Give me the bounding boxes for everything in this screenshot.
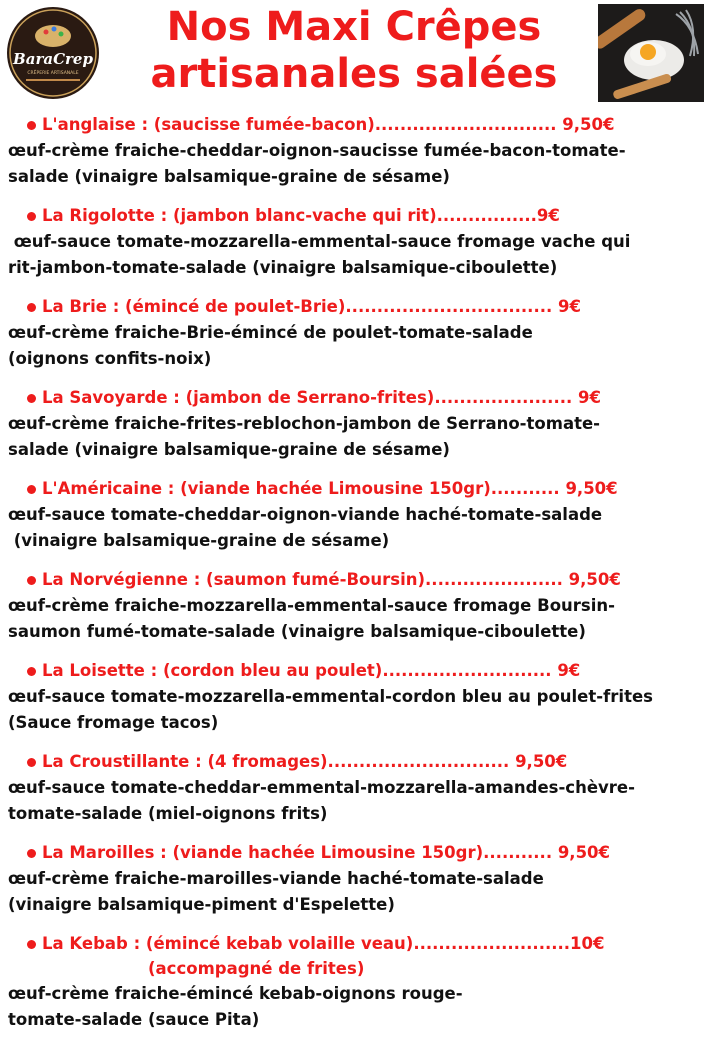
item-heading: L'Américaine : (viande hachée Limousine 150gr)........... 9,50€ (8, 476, 704, 502)
flour-egg-photo (598, 4, 704, 102)
crepe-list (8, 112, 704, 1046)
menu-item-americaine (8, 476, 704, 554)
bullet-icon (27, 758, 36, 767)
title-line-1: Nos Maxi Crêpes (166, 4, 542, 50)
baracrep-logo (4, 4, 102, 102)
menu-item-rigolotte (8, 203, 704, 281)
item-description: œuf-crème fraiche-mozzarella-emmental-sauce fromage Boursin- saumon fumé-tomate-salade (vinaigre balsamique-ciboulette) (8, 596, 615, 641)
item-description: œuf-crème fraiche-Brie-émincé de poulet-tomate-salade (oignons confits-noix) (8, 323, 533, 368)
svg-text:BaraCrep: BaraCrep (13, 50, 93, 68)
svg-text:CRÊPERIE ARTISANALE: CRÊPERIE ARTISANALE (27, 71, 79, 76)
item-description: œuf-crème fraiche-émincé kebab-oignons rouge- tomate-salade (sauce Pita) (8, 984, 463, 1029)
menu-item-norvegienne (8, 567, 704, 645)
bullet-icon (27, 121, 36, 130)
bullet-icon (27, 485, 36, 494)
item-heading: L'anglaise : (saucisse fumée-bacon)............................. 9,50€ (8, 112, 704, 138)
item-description: œuf-sauce tomate-mozzarella-emmental-cordon bleu au poulet-frites (Sauce fromage tacos) (8, 687, 653, 732)
bullet-icon (27, 849, 36, 858)
item-description: œuf-crème fraiche-maroilles-viande haché-tomate-salade (vinaigre balsamique-piment d'Espelette) (8, 869, 544, 914)
item-description: œuf-sauce tomate-mozzarella-emmental-sauce fromage vache qui rit-jambon-tomate-salade (vinaigre balsamique-ciboulette) (8, 232, 631, 277)
title-line-2: artisanales salées (150, 51, 558, 97)
menu-item-anglaise (8, 112, 704, 190)
page-title (110, 4, 598, 98)
item-heading: La Maroilles : (viande hachée Limousine 150gr)........... 9,50€ (8, 840, 704, 866)
item-heading: La Loisette : (cordon bleu au poulet)........................... 9€ (8, 658, 704, 684)
menu-item-croustillante (8, 749, 704, 827)
menu-item-savoyarde (8, 385, 704, 463)
bullet-icon (27, 394, 36, 403)
item-subheading: (accompagné de frites) (148, 959, 365, 978)
menu-item-loisette (8, 658, 704, 736)
menu-item-kebab (8, 931, 704, 1033)
item-heading: La Norvégienne : (saumon fumé-Boursin)...................... 9,50€ (8, 567, 704, 593)
item-description: œuf-crème fraiche-cheddar-oignon-saucisse fumée-bacon-tomate- salade (vinaigre balsamique-graine de sésame) (8, 141, 626, 186)
item-description: œuf-crème fraiche-frites-reblochon-jambon de Serrano-tomate- salade (vinaigre balsamique-graine de sésame) (8, 414, 601, 459)
item-heading: La Croustillante : (4 fromages)............................. 9,50€ (8, 749, 704, 775)
item-heading: La Savoyarde : (jambon de Serrano-frites)...................... 9€ (8, 385, 704, 411)
item-description: œuf-sauce tomate-cheddar-emmental-mozzarella-amandes-chèvre- tomate-salade (miel-oignons frits) (8, 778, 635, 823)
bullet-icon (27, 212, 36, 221)
item-heading: La Kebab : (émincé kebab volaille veau).........................10€ (8, 931, 704, 957)
menu-item-maroilles (8, 840, 704, 918)
item-heading: La Rigolotte : (jambon blanc-vache qui rit)................9€ (8, 203, 704, 229)
bullet-icon (27, 576, 36, 585)
bullet-icon (27, 303, 36, 312)
item-heading: La Brie : (émincé de poulet-Brie)................................. 9€ (8, 294, 704, 320)
menu-item-brie (8, 294, 704, 372)
item-description: œuf-sauce tomate-cheddar-oignon-viande haché-tomate-salade (vinaigre balsamique-graine de sésame) (8, 505, 603, 550)
bullet-icon (27, 667, 36, 676)
bullet-icon (27, 940, 36, 949)
